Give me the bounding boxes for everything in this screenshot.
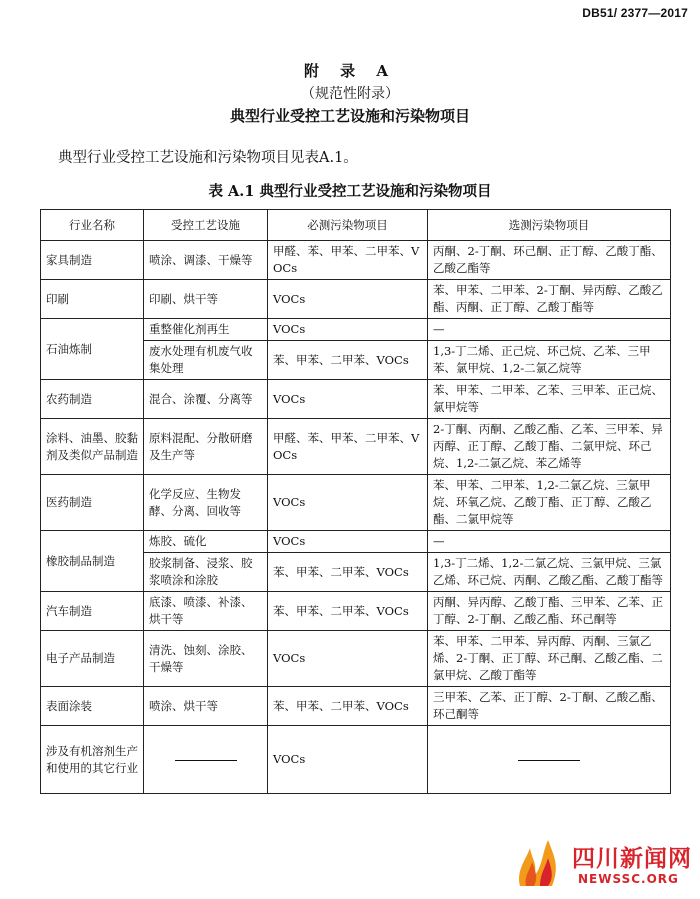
table-header-row bbox=[41, 210, 671, 241]
appendix-title: 典型行业受控工艺设施和污染物项目 bbox=[229, 107, 470, 125]
process-cell bbox=[144, 726, 268, 794]
table-caption: 表 A.1 典型行业受控工艺设施和污染物项目 bbox=[208, 183, 492, 200]
standard-code: DB51/ 2377—2017 bbox=[582, 6, 688, 20]
process-cell: 废水处理有机废气收集处理 bbox=[144, 341, 268, 380]
process-cell: 炼胶、硫化 bbox=[144, 531, 268, 553]
table-row bbox=[41, 280, 671, 319]
flame-logo-icon bbox=[512, 830, 568, 890]
optional-cell: — bbox=[428, 319, 671, 341]
intro-paragraph: 典型行业受控工艺设施和污染物项目见表A.1。 bbox=[58, 150, 358, 166]
optional-cell: 苯、甲苯、二甲苯、乙苯、三甲苯、正己烷、氯甲烷等 bbox=[428, 380, 671, 419]
appendix-label: 附 录 A bbox=[303, 62, 397, 80]
optional-cell: 苯、甲苯、二甲苯、1,2-二氯乙烷、三氯甲烷、环氧乙烷、乙酸丁酯、正丁醇、乙酸乙酯、二氯甲烷等 bbox=[428, 475, 671, 531]
industry-cell: 医药制造 bbox=[41, 475, 144, 531]
process-cell: 清洗、蚀刻、涂胶、干燥等 bbox=[144, 631, 268, 687]
process-cell: 底漆、喷漆、补漆、烘干等 bbox=[144, 592, 268, 631]
industry-cell: 家具制造 bbox=[41, 241, 144, 280]
industry-cell: 印刷 bbox=[41, 280, 144, 319]
required-cell: VOCs bbox=[268, 726, 428, 794]
table-row bbox=[41, 592, 671, 631]
process-cell: 胶浆制备、浸浆、胶浆喷涂和涂胶 bbox=[144, 553, 268, 592]
process-cell: 混合、涂覆、分离等 bbox=[144, 380, 268, 419]
industry-cell: 石油炼制 bbox=[41, 319, 144, 380]
process-cell: 喷涂、烘干等 bbox=[144, 687, 268, 726]
process-cell: 喷涂、调漆、干燥等 bbox=[144, 241, 268, 280]
required-cell: 苯、甲苯、二甲苯、VOCs bbox=[268, 553, 428, 592]
table-row bbox=[41, 380, 671, 419]
dash-line bbox=[175, 760, 237, 761]
required-cell: 甲醛、苯、甲苯、二甲苯、VOCs bbox=[268, 419, 428, 475]
required-cell: VOCs bbox=[268, 280, 428, 319]
process-cell: 化学反应、生物发酵、分离、回收等 bbox=[144, 475, 268, 531]
required-cell: VOCs bbox=[268, 531, 428, 553]
watermark-name: 四川新闻网 bbox=[572, 846, 692, 872]
optional-cell: 苯、甲苯、二甲苯、2-丁酮、异丙醇、乙酸乙酯、丙酮、正丁醇、乙酸丁酯等 bbox=[428, 280, 671, 319]
watermark-url: NEWSSC.ORG bbox=[578, 872, 679, 886]
normative-label: （规范性附录） bbox=[301, 86, 399, 102]
industry-cell: 橡胶制品制造 bbox=[41, 531, 144, 592]
table-row bbox=[41, 726, 671, 794]
optional-cell: 三甲苯、乙苯、正丁醇、2-丁酮、乙酸乙酯、环己酮等 bbox=[428, 687, 671, 726]
optional-cell: 苯、甲苯、二甲苯、异丙醇、丙酮、三氯乙烯、2-丁酮、正丁醇、环己酮、乙酸乙酯、二氯甲烷、乙酸丁酯等 bbox=[428, 631, 671, 687]
header-required: 必测污染物项目 bbox=[268, 210, 428, 241]
process-cell: 重整催化剂再生 bbox=[144, 319, 268, 341]
table-row bbox=[41, 241, 671, 280]
optional-cell bbox=[428, 726, 671, 794]
table-row bbox=[41, 475, 671, 531]
optional-cell: 2-丁酮、丙酮、乙酸乙酯、乙苯、三甲苯、异丙醇、正丁醇、乙酸丁酯、二氯甲烷、环己烷、1,2-二氯乙烷、苯乙烯等 bbox=[428, 419, 671, 475]
required-cell: 苯、甲苯、二甲苯、VOCs bbox=[268, 687, 428, 726]
industry-cell: 涂料、油墨、胶黏剂及类似产品制造 bbox=[41, 419, 144, 475]
required-cell: VOCs bbox=[268, 319, 428, 341]
required-cell: VOCs bbox=[268, 631, 428, 687]
industry-cell: 汽车制造 bbox=[41, 592, 144, 631]
table-row bbox=[41, 531, 671, 553]
table-row bbox=[41, 631, 671, 687]
industry-cell: 表面涂装 bbox=[41, 687, 144, 726]
industry-cell: 电子产品制造 bbox=[41, 631, 144, 687]
table-row bbox=[41, 319, 671, 341]
header-optional: 选测污染物项目 bbox=[428, 210, 671, 241]
optional-cell: — bbox=[428, 531, 671, 553]
required-cell: 苯、甲苯、二甲苯、VOCs bbox=[268, 341, 428, 380]
required-cell: VOCs bbox=[268, 475, 428, 531]
optional-cell: 1,3-丁二烯、1,2-二氯乙烷、三氯甲烷、三氯乙烯、环己烷、丙酮、乙酸乙酯、乙酸丁酯等 bbox=[428, 553, 671, 592]
optional-cell: 1,3-丁二烯、正己烷、环己烷、乙苯、三甲苯、氯甲烷、1,2-二氯乙烷等 bbox=[428, 341, 671, 380]
required-cell: 甲醛、苯、甲苯、二甲苯、VOCs bbox=[268, 241, 428, 280]
table-row bbox=[41, 687, 671, 726]
dash-line bbox=[518, 760, 580, 761]
header-industry: 行业名称 bbox=[41, 210, 144, 241]
process-cell: 原料混配、分散研磨及生产等 bbox=[144, 419, 268, 475]
required-cell: VOCs bbox=[268, 380, 428, 419]
process-cell: 印刷、烘干等 bbox=[144, 280, 268, 319]
newssc-watermark bbox=[512, 826, 698, 896]
optional-cell: 丙酮、异丙醇、乙酸丁酯、三甲苯、乙苯、正丁醇、2-丁酮、乙酸乙酯、环己酮等 bbox=[428, 592, 671, 631]
industry-cell: 涉及有机溶剂生产和使用的其它行业 bbox=[41, 726, 144, 794]
pollutant-table bbox=[40, 209, 671, 794]
optional-cell: 丙酮、2-丁酮、环己酮、正丁醇、乙酸丁酯、乙酸乙酯等 bbox=[428, 241, 671, 280]
header-process: 受控工艺设施 bbox=[144, 210, 268, 241]
table-row bbox=[41, 419, 671, 475]
industry-cell: 农药制造 bbox=[41, 380, 144, 419]
required-cell: 苯、甲苯、二甲苯、VOCs bbox=[268, 592, 428, 631]
